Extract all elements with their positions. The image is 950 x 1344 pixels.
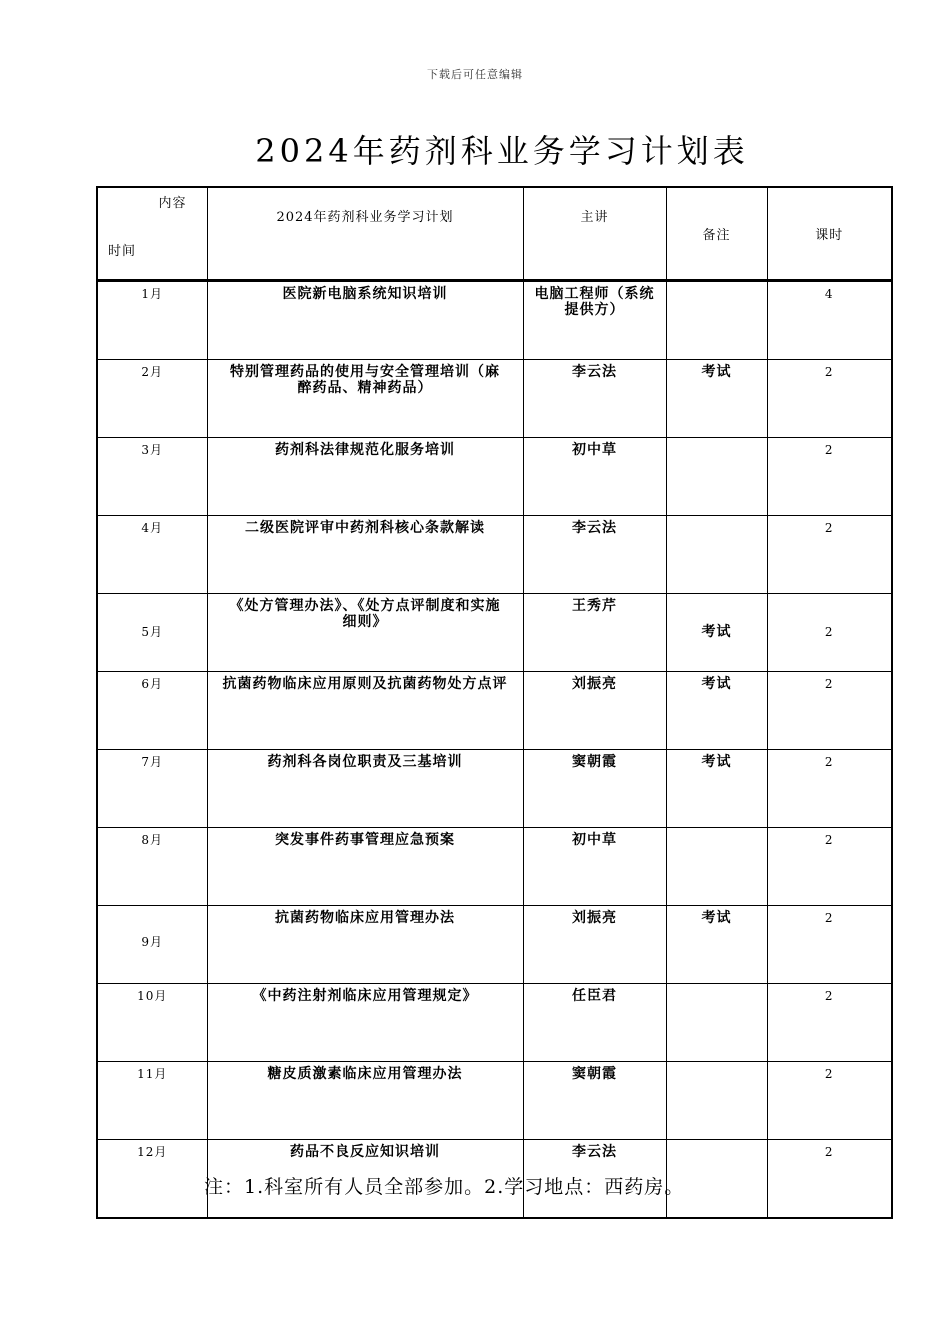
table-row — [97, 672, 892, 750]
row-hours: 2 — [767, 984, 892, 1062]
row-topic: 医院新电脑系统知识培训 — [207, 281, 523, 360]
row-lecturer: 李云法 — [523, 360, 666, 438]
header-note: 下载后可任意编辑 — [427, 68, 523, 81]
row-note — [666, 1062, 767, 1140]
row-note-text: 考试 — [701, 624, 732, 640]
row-note: 考试 — [666, 906, 767, 984]
row-note: 考试 — [666, 672, 767, 750]
row-lecturer: 王秀芹 — [523, 594, 666, 672]
row-lecturer: 任臣君 — [523, 984, 666, 1062]
row-month: 6月 — [97, 672, 207, 750]
table-header-row — [97, 187, 892, 281]
row-month: 4月 — [97, 516, 207, 594]
row-topic: 《中药注射剂临床应用管理规定》 — [207, 984, 523, 1062]
row-topic: 《处方管理办法》、《处方点评制度和实施细则》 — [207, 594, 523, 672]
row-month: 11月 — [97, 1062, 207, 1140]
row-month: 12月 — [97, 1140, 207, 1219]
table-row — [97, 438, 892, 516]
table-row — [97, 516, 892, 594]
table-row — [97, 750, 892, 828]
row-month-text: 5月 — [141, 625, 164, 639]
row-note: 考试 — [666, 360, 767, 438]
row-lecturer: 初中草 — [523, 438, 666, 516]
row-month-text: 9月 — [141, 935, 164, 949]
row-lecturer: 李云法 — [523, 516, 666, 594]
row-hours-text: 2 — [824, 625, 834, 639]
row-lecturer: 李云法 — [523, 1140, 666, 1219]
header-note: 备注 — [666, 187, 767, 281]
row-hours: 2 — [767, 516, 892, 594]
table-row — [97, 594, 892, 672]
footnote: 注：1.科室所有人员全部参加。2.学习地点：西药房。 — [204, 1176, 685, 1198]
plan-table — [96, 186, 893, 1219]
row-note — [666, 984, 767, 1062]
row-hours: 2 — [767, 906, 892, 984]
row-topic: 糖皮质激素临床应用管理办法 — [207, 1062, 523, 1140]
row-hours — [767, 594, 892, 672]
row-hours: 2 — [767, 438, 892, 516]
row-month: 1月 — [97, 281, 207, 360]
table-row — [97, 360, 892, 438]
row-topic: 突发事件药事管理应急预案 — [207, 828, 523, 906]
row-hours: 2 — [767, 360, 892, 438]
row-lecturer: 刘振亮 — [523, 906, 666, 984]
row-lecturer: 窦朝霞 — [523, 750, 666, 828]
table-row — [97, 984, 892, 1062]
header-plan: 2024年药剂科业务学习计划 — [207, 187, 523, 281]
row-note — [666, 438, 767, 516]
row-hours: 2 — [767, 672, 892, 750]
row-hours: 2 — [767, 750, 892, 828]
page-title: 2024年药剂科业务学习计划表 — [255, 132, 749, 170]
row-hours: 2 — [767, 1140, 892, 1219]
row-lecturer: 电脑工程师（系统提供方） — [523, 281, 666, 360]
row-month — [97, 906, 207, 984]
row-note — [666, 281, 767, 360]
row-lecturer: 刘振亮 — [523, 672, 666, 750]
row-topic: 抗菌药物临床应用原则及抗菌药物处方点评 — [207, 672, 523, 750]
row-month: 10月 — [97, 984, 207, 1062]
row-topic: 药剂科各岗位职责及三基培训 — [207, 750, 523, 828]
row-topic: 抗菌药物临床应用管理办法 — [207, 906, 523, 984]
row-note — [666, 594, 767, 672]
table-row — [97, 1062, 892, 1140]
row-hours: 2 — [767, 1062, 892, 1140]
table-row — [97, 828, 892, 906]
row-hours: 2 — [767, 828, 892, 906]
row-topic: 药剂科法律规范化服务培训 — [207, 438, 523, 516]
header-hours: 课时 — [767, 187, 892, 281]
header-content-label: 内容 — [158, 196, 187, 211]
row-month: 3月 — [97, 438, 207, 516]
row-lecturer: 初中草 — [523, 828, 666, 906]
row-lecturer: 窦朝霞 — [523, 1062, 666, 1140]
row-month: 7月 — [97, 750, 207, 828]
row-note: 考试 — [666, 750, 767, 828]
row-topic: 二级医院评审中药剂科核心条款解读 — [207, 516, 523, 594]
row-topic: 药品不良反应知识培训 — [207, 1140, 523, 1219]
table-row — [97, 906, 892, 984]
header-time-label: 时间 — [108, 244, 137, 259]
row-hours: 4 — [767, 281, 892, 360]
header-lecturer: 主讲 — [523, 187, 666, 281]
row-month — [97, 594, 207, 672]
row-note — [666, 516, 767, 594]
row-note — [666, 828, 767, 906]
row-month: 8月 — [97, 828, 207, 906]
header-corner-cell — [97, 187, 207, 281]
table-row — [97, 281, 892, 360]
row-month: 2月 — [97, 360, 207, 438]
row-topic: 特别管理药品的使用与安全管理培训（麻醉药品、精神药品） — [207, 360, 523, 438]
